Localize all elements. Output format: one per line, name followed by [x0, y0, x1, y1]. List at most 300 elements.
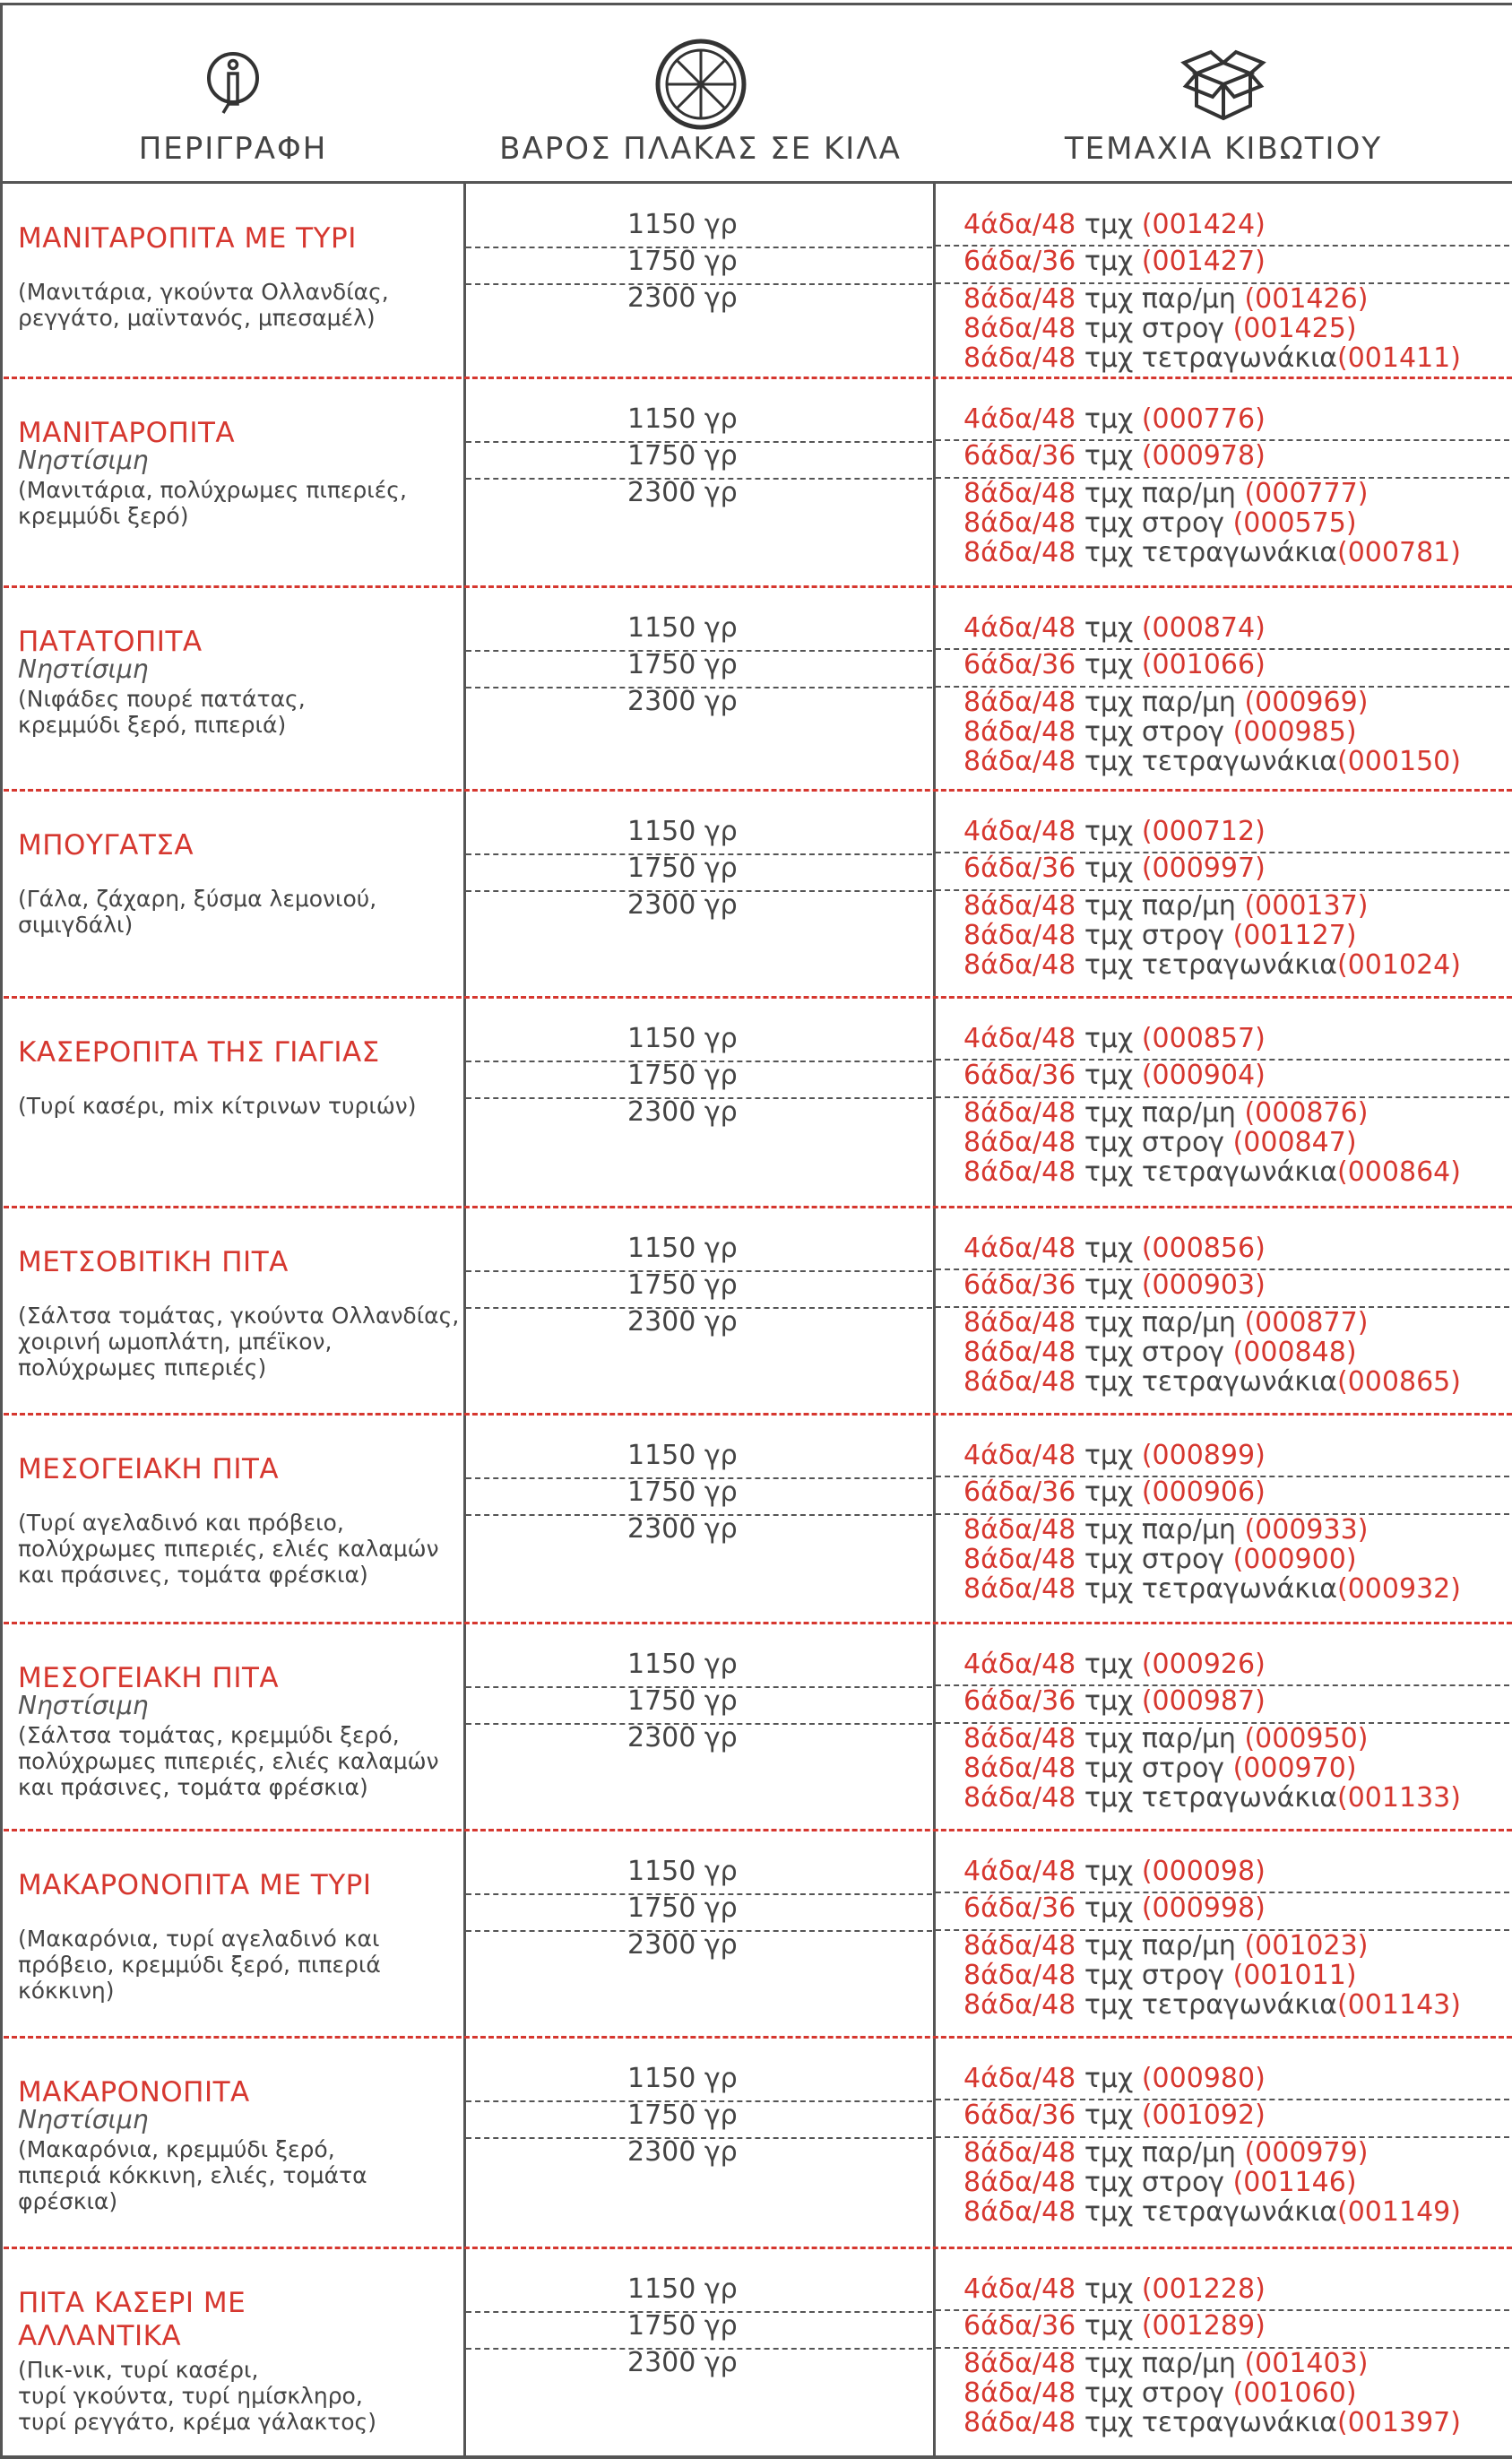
pack-size: 4άδα/48: [963, 612, 1076, 644]
header-weight-label: ΒΑΡΟΣ ΠΛΑΚΑΣ ΣΕ ΚΙΛΑ: [499, 131, 902, 167]
pack-size: 6άδα/36: [963, 1685, 1076, 1717]
pack-size: 4άδα/48: [963, 816, 1076, 847]
description-line: (Μανιτάρια, πολύχρωμες πιπεριές,: [18, 477, 407, 503]
product-code: (000856): [1141, 1233, 1266, 1264]
box-pack-line: [963, 404, 1266, 435]
product-code: (000985): [1232, 716, 1357, 748]
product-code: (001092): [1141, 2100, 1266, 2131]
product-description: [18, 886, 466, 938]
product-row: [0, 998, 1512, 1208]
pack-size: 6άδα/36: [963, 853, 1076, 884]
plate-weight: 1750 γρ: [627, 1892, 738, 1924]
box-pack-line: [963, 1098, 1368, 1129]
product-code: (000998): [1141, 1892, 1266, 1924]
product-code: (001425): [1232, 313, 1357, 344]
product-name: ΠΑΤΑΤΟΠΙΤΑ: [18, 626, 203, 658]
product-code: (000847): [1232, 1127, 1357, 1158]
product-code: (001023): [1244, 1930, 1369, 1961]
product-code: (000776): [1141, 403, 1266, 435]
box-pack-line: [963, 1308, 1368, 1338]
pack-size: 8άδα/48: [963, 1544, 1076, 1575]
pack-size: 8άδα/48: [963, 342, 1076, 374]
product-code: (000575): [1232, 507, 1357, 539]
box-pack-line: [963, 1157, 1461, 1188]
dashed-guide: [466, 890, 932, 892]
box-pack-line: [963, 247, 1266, 277]
box-pack-line: [963, 717, 1357, 748]
plate-weight: 2300 γρ: [627, 1096, 738, 1128]
pack-size: 8άδα/48: [963, 890, 1076, 922]
product-code: (001066): [1141, 649, 1266, 680]
box-pack-line: [963, 1893, 1266, 1924]
product-code: (000864): [1337, 1156, 1461, 1188]
product-name: ΠΙΤΑ ΚΑΣΕΡΙ ΜΕ: [18, 2287, 246, 2319]
box-pack-line: [963, 1128, 1357, 1158]
box-pack-line: [963, 2138, 1368, 2169]
dashed-guide: [466, 650, 932, 652]
product-code: (000876): [1244, 1097, 1369, 1129]
box-pack-line: [963, 1234, 1266, 1264]
plate-weight: 2300 γρ: [627, 477, 738, 508]
pack-unit: τμχ: [1076, 1685, 1142, 1717]
box-pack-line: [963, 1857, 1266, 1887]
product-code: (001146): [1232, 2167, 1357, 2198]
box-pack-line: [963, 950, 1461, 981]
pack-unit: τμχ: [1076, 440, 1142, 472]
pack-unit: τμχ τετραγωνάκια: [1076, 537, 1338, 568]
product-code: (001424): [1141, 209, 1266, 240]
pack-size: 8άδα/48: [963, 1337, 1076, 1368]
pack-size: 8άδα/48: [963, 1514, 1076, 1546]
pack-size: 8άδα/48: [963, 1573, 1076, 1605]
product-code: (000848): [1232, 1337, 1357, 1368]
description-line: (Τυρί κασέρι, mix κίτρινων τυριών): [18, 1093, 417, 1119]
pack-unit: τμχ: [1076, 246, 1142, 277]
pack-size: 4άδα/48: [963, 403, 1076, 435]
description-line: (Μανιτάρια, γκούντα Ολλανδίας,: [18, 279, 389, 305]
dashed-guide: [466, 1270, 932, 1272]
product-code: (001403): [1244, 2348, 1369, 2379]
plate-weight: 1150 γρ: [627, 1233, 738, 1264]
plate-weight: 1750 γρ: [627, 440, 738, 472]
pack-unit: τμχ τετραγωνάκια: [1076, 949, 1338, 981]
pack-size: 8άδα/48: [963, 2407, 1076, 2438]
pack-unit: τμχ στρογ: [1076, 313, 1233, 344]
box-pack-line: [963, 1753, 1357, 1784]
product-code: (000150): [1337, 746, 1461, 777]
product-code: (000712): [1141, 816, 1266, 847]
pack-size: 6άδα/36: [963, 1892, 1076, 1924]
pack-unit: τμχ παρ/μη: [1076, 283, 1245, 315]
dashed-guide: [466, 247, 932, 248]
dashed-guide: [466, 478, 932, 480]
pack-unit: τμχ παρ/μη: [1076, 1097, 1245, 1129]
pack-unit: τμχ τετραγωνάκια: [1076, 2196, 1338, 2228]
description-line: τυρί ρεγγάτο, κρέμα γάλακτος): [18, 2409, 376, 2435]
pack-size: 8άδα/48: [963, 746, 1076, 777]
product-code: (000969): [1244, 687, 1369, 718]
plate-weight: 1750 γρ: [627, 1269, 738, 1301]
plate-weight: 1750 γρ: [627, 2310, 738, 2342]
pack-size: 8άδα/48: [963, 283, 1076, 315]
pack-size: 8άδα/48: [963, 716, 1076, 748]
plate-weight: 1150 γρ: [627, 612, 738, 644]
box-pack-line: [963, 210, 1266, 240]
description-line: πολύχρωμες πιπεριές): [18, 1355, 267, 1381]
box-pack-line: [963, 2408, 1461, 2438]
box-pack-line: [963, 2274, 1266, 2305]
box-pack-line: [963, 1990, 1461, 2021]
header-weight: [466, 5, 935, 181]
dashed-guide: [466, 1097, 932, 1099]
product-code: (000098): [1141, 1856, 1266, 1887]
product-description: [18, 1510, 466, 1588]
plate-weight: 2300 γρ: [627, 686, 738, 717]
dashed-guide: [466, 1061, 932, 1062]
product-code: (000857): [1141, 1023, 1266, 1054]
pack-unit: τμχ στρογ: [1076, 1960, 1233, 1991]
box-pack-line: [963, 1338, 1357, 1368]
box-pack-line: [963, 1649, 1266, 1680]
product-code: (000997): [1141, 853, 1266, 884]
pack-size: 8άδα/48: [963, 313, 1076, 344]
product-code: (000900): [1232, 1544, 1357, 1575]
box-pack-line: [963, 508, 1357, 539]
plate-weight: 1150 γρ: [627, 403, 738, 435]
pack-unit: τμχ τετραγωνάκια: [1076, 1782, 1338, 1814]
product-code: (000137): [1244, 890, 1369, 922]
plate-weight: 2300 γρ: [627, 2136, 738, 2168]
box-pack-line: [963, 613, 1266, 644]
product-description: [18, 279, 466, 331]
product-code: (000987): [1141, 1685, 1266, 1717]
box-pack-line: [963, 650, 1266, 680]
dashed-guide: [466, 441, 932, 443]
product-row: [0, 1208, 1512, 1415]
pack-size: 8άδα/48: [963, 1960, 1076, 1991]
product-code: (001411): [1337, 342, 1461, 374]
pack-size: 4άδα/48: [963, 1023, 1076, 1054]
pack-size: 8άδα/48: [963, 1366, 1076, 1398]
description-line: (Γάλα, ζάχαρη, ξύσμα λεμονιού,: [18, 886, 377, 912]
pack-unit: τμχ: [1076, 403, 1142, 435]
box-pack-line: [963, 2311, 1266, 2342]
product-code: (000906): [1141, 1476, 1266, 1508]
pack-size: 4άδα/48: [963, 2273, 1076, 2305]
product-code: (000877): [1244, 1307, 1369, 1338]
product-row: [0, 2038, 1512, 2248]
pack-size: 6άδα/36: [963, 1476, 1076, 1508]
pack-unit: τμχ παρ/μη: [1076, 1930, 1245, 1961]
plate-weight: 1150 γρ: [627, 1023, 738, 1054]
pack-unit: τμχ: [1076, 853, 1142, 884]
box-pack-line: [963, 284, 1368, 315]
product-code: (001011): [1232, 1960, 1357, 1991]
dashed-guide: [466, 2311, 932, 2313]
pack-size: 8άδα/48: [963, 537, 1076, 568]
box-pack-line: [963, 1961, 1357, 1991]
box-pack-line: [963, 921, 1357, 951]
product-row: [0, 587, 1512, 791]
box-pack-line: [963, 688, 1368, 718]
description-line: ρεγγάτο, μαϊντανός, μπεσαμέλ): [18, 305, 376, 331]
product-code: (001426): [1244, 283, 1369, 315]
description-line: φρέσκια): [18, 2188, 118, 2214]
dashed-guide: [466, 687, 932, 688]
box-pack-line: [963, 1441, 1266, 1471]
header-pieces-label: ΤΕΜΑΧΙΑ ΚΙΒΩΤΙΟΥ: [1064, 131, 1383, 167]
plate-weight: 2300 γρ: [627, 1722, 738, 1753]
description-line: (Μακαρόνια, κρεμμύδι ξερό,: [18, 2136, 335, 2162]
pack-unit: τμχ: [1076, 1269, 1142, 1301]
header-description: [0, 5, 466, 181]
plate-weight: 2300 γρ: [627, 2347, 738, 2378]
pack-size: 8άδα/48: [963, 1307, 1076, 1338]
product-code: (001127): [1232, 920, 1357, 951]
header-pieces: [935, 5, 1512, 181]
pack-unit: τμχ τετραγωνάκια: [1076, 342, 1338, 374]
dashed-guide: [466, 1723, 932, 1725]
pack-unit: τμχ στρογ: [1076, 507, 1233, 539]
box-pack-line: [963, 1024, 1266, 1054]
pack-unit: τμχ: [1076, 1440, 1142, 1471]
box-icon: [1179, 47, 1268, 127]
description-line: κρεμμύδι ξερό, πιπεριά): [18, 712, 287, 738]
product-code: (000874): [1141, 612, 1266, 644]
pack-size: 8άδα/48: [963, 478, 1076, 509]
box-pack-line: [963, 1686, 1266, 1717]
pack-unit: τμχ: [1076, 1233, 1142, 1264]
product-code: (000777): [1244, 478, 1369, 509]
description-line: χοιρινή ωμοπλάτη, μπέϊκον,: [18, 1329, 333, 1355]
product-code: (000978): [1141, 440, 1266, 472]
product-code: (000926): [1141, 1649, 1266, 1680]
pack-size: 8άδα/48: [963, 2377, 1076, 2409]
description-line: πολύχρωμες πιπεριές, ελιές καλαμών: [18, 1748, 439, 1774]
pack-unit: τμχ στρογ: [1076, 2377, 1233, 2409]
product-name: ΜΕΣΟΓΕΙΑΚΗ ΠΙΤΑ: [18, 1662, 280, 1694]
pack-size: 6άδα/36: [963, 246, 1076, 277]
box-pack-line: [963, 817, 1266, 847]
pack-unit: τμχ τετραγωνάκια: [1076, 746, 1338, 777]
pie-icon: [654, 38, 747, 134]
pack-size: 8άδα/48: [963, 2167, 1076, 2198]
pack-size: 8άδα/48: [963, 2196, 1076, 2228]
pack-size: 8άδα/48: [963, 1782, 1076, 1814]
product-name: ΜΑΚΑΡΟΝΟΠΙΤΑ: [18, 2076, 250, 2108]
dashed-guide: [466, 1930, 932, 1932]
box-pack-line: [963, 2064, 1266, 2094]
product-row: [0, 2248, 1512, 2455]
product-code: (001149): [1337, 2196, 1461, 2228]
product-code: (000865): [1337, 1366, 1461, 1398]
box-pack-line: [963, 1061, 1266, 1091]
product-name: ΜΕΣΟΓΕΙΑΚΗ ΠΙΤΑ: [18, 1453, 280, 1485]
dashed-guide: [466, 283, 932, 285]
pack-unit: τμχ: [1076, 649, 1142, 680]
product-description: [18, 1722, 466, 1800]
pack-unit: τμχ τετραγωνάκια: [1076, 1573, 1338, 1605]
plate-weight: 1750 γρ: [627, 246, 738, 277]
pack-unit: τμχ: [1076, 209, 1142, 240]
dashed-guide: [466, 2100, 932, 2102]
pack-unit: τμχ: [1076, 2100, 1142, 2131]
product-code: (000933): [1244, 1514, 1369, 1546]
description-line: (Σάλτσα τομάτας, γκούντα Ολλανδίας,: [18, 1303, 460, 1329]
product-name: ΜΕΤΣΟΒΙΤΙΚΗ ΠΙΤΑ: [18, 1246, 289, 1278]
plate-weight: 1750 γρ: [627, 2100, 738, 2131]
box-pack-line: [963, 314, 1357, 344]
product-code: (001427): [1141, 246, 1266, 277]
table-header: [0, 5, 1512, 181]
pack-size: 8άδα/48: [963, 1753, 1076, 1784]
pack-unit: τμχ: [1076, 2063, 1142, 2094]
pack-size: 8άδα/48: [963, 1989, 1076, 2021]
product-code: (000899): [1141, 1440, 1266, 1471]
box-pack-line: [963, 1545, 1357, 1575]
description-line: πολύχρωμες πιπεριές, ελιές καλαμών: [18, 1536, 439, 1562]
description-line: κόκκινη): [18, 1978, 115, 2004]
dashed-guide: [466, 1307, 932, 1309]
bottom-border: [0, 2455, 1512, 2459]
product-subtitle: Νηστίσιμη: [18, 446, 149, 475]
pack-unit: τμχ παρ/μη: [1076, 687, 1245, 718]
description-line: (Σάλτσα τομάτας, κρεμμύδι ξερό,: [18, 1722, 400, 1748]
pack-unit: τμχ παρ/μη: [1076, 1307, 1245, 1338]
pack-size: 8άδα/48: [963, 1127, 1076, 1158]
plate-weight: 2300 γρ: [627, 889, 738, 921]
description-line: πρόβειο, κρεμμύδι ξερό, πιπεριά: [18, 1952, 381, 1978]
header-description-label: ΠΕΡΙΓΡΑΦΗ: [138, 131, 328, 167]
pack-unit: τμχ στρογ: [1076, 920, 1233, 951]
description-line: κρεμμύδι ξερό): [18, 503, 189, 529]
pack-unit: τμχ: [1076, 1892, 1142, 1924]
box-pack-line: [963, 1477, 1266, 1508]
pack-size: 8άδα/48: [963, 2348, 1076, 2379]
product-row: [0, 1831, 1512, 2038]
box-pack-line: [963, 1270, 1266, 1301]
product-subtitle: Νηστίσιμη: [18, 654, 149, 684]
product-subtitle: Νηστίσιμη: [18, 2105, 149, 2134]
product-name: ΚΑΣΕΡΟΠΙΤΑ ΤΗΣ ΓΙΑΓΙΑΣ: [18, 1036, 380, 1069]
pack-size: 6άδα/36: [963, 1269, 1076, 1301]
pack-size: 8άδα/48: [963, 687, 1076, 718]
description-line: τυρί γκούντα, τυρί ημίσκληρο,: [18, 2383, 363, 2409]
pack-unit: τμχ στρογ: [1076, 1753, 1233, 1784]
pack-unit: τμχ: [1076, 1856, 1142, 1887]
product-subtitle: Νηστίσιμη: [18, 1691, 149, 1720]
box-pack-line: [963, 538, 1461, 568]
description-line: και πράσινες, τομάτα φρέσκια): [18, 1774, 368, 1800]
plate-weight: 1750 γρ: [627, 1060, 738, 1091]
dashed-guide: [466, 1514, 932, 1516]
box-pack-line: [963, 1724, 1368, 1754]
pack-unit: τμχ στρογ: [1076, 2167, 1233, 2198]
pack-unit: τμχ: [1076, 1476, 1142, 1508]
pack-unit: τμχ τετραγωνάκια: [1076, 1366, 1338, 1398]
description-line: (Νιφάδες πουρέ πατάτας,: [18, 686, 306, 712]
pack-size: 8άδα/48: [963, 949, 1076, 981]
plate-weight: 1150 γρ: [627, 2273, 738, 2305]
plate-weight: 1750 γρ: [627, 649, 738, 680]
product-code: (000904): [1141, 1060, 1266, 1091]
product-code: (000781): [1337, 537, 1461, 568]
product-code: (001060): [1232, 2377, 1357, 2409]
pack-unit: τμχ παρ/μη: [1076, 2348, 1245, 2379]
box-pack-line: [963, 441, 1266, 472]
pack-unit: τμχ παρ/μη: [1076, 1514, 1245, 1546]
pack-size: 8άδα/48: [963, 1930, 1076, 1961]
box-pack-line: [963, 1783, 1461, 1814]
product-description: [18, 686, 466, 738]
product-name: ΜΑΚΑΡΟΝΟΠΙΤΑ ΜΕ ΤΥΡΙ: [18, 1869, 372, 1901]
pack-unit: τμχ: [1076, 816, 1142, 847]
pack-unit: τμχ παρ/μη: [1076, 2137, 1245, 2169]
plate-weight: 1150 γρ: [627, 209, 738, 240]
plate-weight: 1750 γρ: [627, 1476, 738, 1508]
pack-size: 4άδα/48: [963, 1440, 1076, 1471]
product-row: [0, 1623, 1512, 1831]
dashed-guide: [466, 2348, 932, 2350]
dashed-guide: [466, 2137, 932, 2139]
dashed-guide: [466, 1893, 932, 1895]
plate-weight: 1750 γρ: [627, 1685, 738, 1717]
product-row: [0, 1415, 1512, 1623]
pack-size: 4άδα/48: [963, 1233, 1076, 1264]
pack-size: 8άδα/48: [963, 1723, 1076, 1754]
description-line: (Μακαρόνια, τυρί αγελαδινό και: [18, 1926, 380, 1952]
pack-size: 6άδα/36: [963, 2100, 1076, 2131]
plate-weight: 2300 γρ: [627, 1513, 738, 1545]
plate-weight: 2300 γρ: [627, 1306, 738, 1338]
product-description: [18, 2357, 466, 2435]
pack-size: 8άδα/48: [963, 507, 1076, 539]
plate-weight: 1150 γρ: [627, 2063, 738, 2094]
pack-unit: τμχ: [1076, 1649, 1142, 1680]
pack-unit: τμχ στρογ: [1076, 1337, 1233, 1368]
product-code: (001024): [1337, 949, 1461, 981]
plate-weight: 1150 γρ: [627, 1856, 738, 1887]
box-pack-line: [963, 1515, 1368, 1546]
product-name: ΜΠΟΥΓΑΤΣΑ: [18, 829, 194, 862]
pack-unit: τμχ παρ/μη: [1076, 1723, 1245, 1754]
box-pack-line: [963, 747, 1461, 777]
pack-unit: τμχ τετραγωνάκια: [1076, 1989, 1338, 2021]
box-pack-line: [963, 343, 1461, 374]
product-description: [18, 1926, 466, 2004]
product-code: (001133): [1337, 1782, 1461, 1814]
box-pack-line: [963, 853, 1266, 884]
product-code: (000980): [1141, 2063, 1266, 2094]
product-code: (001397): [1337, 2407, 1461, 2438]
box-pack-line: [963, 1574, 1461, 1605]
product-name: ΜΑΝΙΤΑΡΟΠΙΤΑ ΜΕ ΤΥΡΙ: [18, 222, 357, 255]
pack-size: 4άδα/48: [963, 209, 1076, 240]
description-line: (Τυρί αγελαδινό και πρόβειο,: [18, 1510, 344, 1536]
pack-unit: τμχ: [1076, 1023, 1142, 1054]
pack-size: 6άδα/36: [963, 440, 1076, 472]
product-description: [18, 1093, 466, 1119]
product-row: [0, 184, 1512, 378]
pack-unit: τμχ στρογ: [1076, 1544, 1233, 1575]
pack-size: 8άδα/48: [963, 2137, 1076, 2169]
pack-unit: τμχ τετραγωνάκια: [1076, 2407, 1338, 2438]
pack-unit: τμχ: [1076, 612, 1142, 644]
pack-size: 8άδα/48: [963, 1156, 1076, 1188]
plate-weight: 1150 γρ: [627, 816, 738, 847]
product-description: [18, 1303, 466, 1381]
pack-size: 4άδα/48: [963, 1856, 1076, 1887]
